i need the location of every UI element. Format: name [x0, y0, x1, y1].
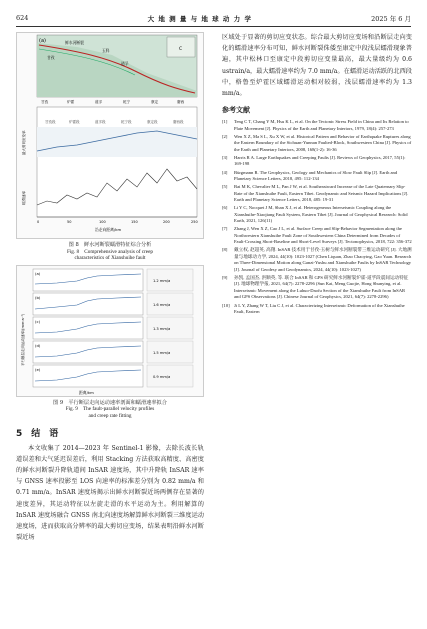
- reference-item: [222, 247, 412, 273]
- figure-8-graphic: [17, 33, 203, 238]
- fig9-x-label: 距离/km: [79, 389, 94, 395]
- map-label-2: 甘孜: [47, 55, 55, 60]
- reference-number: [3]: [222, 154, 228, 160]
- x-tick: 100: [99, 220, 106, 224]
- x-tick: 0: [37, 220, 40, 224]
- segment-label: 道孚段: [95, 120, 106, 124]
- segment-label: 康定段: [147, 120, 158, 124]
- journal-title: 大 地 测 量 与 地 球 动 力 学: [147, 14, 252, 23]
- fig9-panel-frame: [33, 341, 143, 363]
- reference-item: [222, 205, 412, 225]
- section-5-heading: 5 结 语: [16, 428, 59, 439]
- figure-9: [16, 265, 204, 397]
- fig9-panel: [33, 341, 193, 363]
- reference-text: Harris R A. Large Earthquakes and Creeping Faults [J]. Reviews of Geophysics, 2017, 55(1): 169-198: [234, 154, 406, 167]
- figure-8-caption-cn: 图 8 鲜水河断裂蠕滑特征综合分析: [68, 242, 152, 248]
- reference-list: [222, 119, 412, 315]
- reference-number: [2]: [222, 133, 228, 139]
- issue-date: 2025 年 6 月: [371, 14, 411, 23]
- reference-text: Bürgmann R. The Geophysics, Geology and Mechanics of Slow Fault Slip [J]. Earth and Planetary Science Letters, 2018, 495: 112-134: [234, 169, 398, 181]
- fig9-y-label: 平行断层走向运动速率/(mm·a⁻¹): [21, 313, 25, 366]
- segment-label: 磨西段: [173, 120, 184, 124]
- reference-item: [222, 184, 412, 204]
- reference-text: 戴立权, 赵超英, 高翔. InSAR 技术用于甘孜-玉树与鲜水河断裂带三维运动研究 [J]. 大地测量与地球动力学, 2024, 44(10): 1023-1027 (Chen Liquan, Zhao Chaoying, Gao Yuan. Research on Three-Dimensional Motion along Ganzi-Yushu and Xianshuihe Faults by InSAR Technology [J]. Journal of Geodesy and Geodynamics, 2024, 44(10): 1023-1027): [234, 247, 412, 272]
- figure-9-graphic: [17, 266, 203, 396]
- fig9-panel-frame: [33, 293, 143, 315]
- reference-text: Li Y C, Nocquet J M, Shan X J, et al. Heterogeneous Interseismic Coupling along the Xianshuihe-Xiaojiang Fault System, Eastern Tibet [J]. Journal of Geophysical Research: Solid Earth, 2021, 126(11): [234, 205, 408, 224]
- map-label-1: 玉科: [102, 48, 110, 53]
- x-axis-label: 沿走向距离/km: [95, 227, 122, 232]
- fig9-panel-label: (a): [35, 270, 41, 276]
- fig9-panel: [33, 317, 193, 339]
- place-label: 乾宁: [123, 100, 131, 104]
- figure-8: [16, 32, 204, 239]
- reference-number: [6]: [222, 205, 228, 211]
- page-number: 624: [16, 14, 29, 22]
- reference-item: [222, 275, 412, 301]
- header-rule: [16, 26, 411, 27]
- place-label: 道孚: [95, 100, 103, 104]
- figure-8-caption-en-1: Fig. 8 Comprehensive analysis of creep: [66, 248, 153, 255]
- place-label: 磨西: [177, 100, 185, 104]
- figure-9-caption: [16, 400, 204, 420]
- reference-text: Ji L Y, Zhang W T, Liu C J, et al. Characterizing Interseismic Deformation of the Xianshuihe Fault, Eastern: [234, 302, 405, 315]
- page-header: [16, 12, 411, 24]
- fig9-rate: 1.2 mm/a: [153, 278, 171, 283]
- fig9-panel-frame: [33, 365, 143, 387]
- fig9-panel: [33, 293, 193, 315]
- segment-label: 甘孜段: [45, 120, 56, 124]
- reference-text: Teng C T, Chang Y M, Hsu K L, et al. On the Tectonic Stress Field in China and Its Relation to Plate Movement [J]. Physics of the Earth and Planetary Interiors, 1979, 18(4): 257-273: [234, 119, 409, 131]
- reference-item: [222, 134, 412, 154]
- reference-text: Wen X Z, Ma S L, Xu X W, et al. Historical Pattern and Behavior of Earthquake Ruptures along the Eastern Boundary of the Sichuan-Yunnan Faulted-Block, Southwestern China [J]. Physics of the Earth and Planetary Interiors, 2008, 168(1-2): 16-36: [234, 133, 412, 152]
- strain-band: [37, 127, 197, 157]
- reference-number: [4]: [222, 169, 228, 175]
- fig9-rate: 1.3 mm/a: [153, 326, 171, 331]
- right-column: [222, 32, 412, 317]
- x-ticks: [37, 220, 198, 224]
- fig9-panel: [33, 365, 193, 387]
- references-heading: 参考文献: [222, 106, 250, 115]
- map-label-3: 道孚: [121, 61, 129, 66]
- conclusion-continued: 区域处于显著的剪切应变状态。综合最大剪切应变场和沿断层走向变化的蠕滑速率分布可知，鲜水河断裂侏倭至康定中段浅层蠕滑现象普遍，其中松林口至康定中段剪切应变量最高，最大量级约为 0.6 ustrain/a，最大蠕滑速率约为 7.0 mm/a。在蠕滑运动活跃的北西段中，格鲁至炉霍区域蠕滑运动相对较弱，浅层蠕滑速率约为 1.3 mm/a。: [222, 34, 412, 98]
- segment-label: 炉霍段: [69, 120, 80, 124]
- reference-text: Bai M K, Chevalier M L, Pan J W, et al. Southeastward Increase of the Late Quaternary Slip-Rate of the Xianshuihe Fault, Eastern Tibet. Geodynamic and Seismic Hazard Implications [J]. Earth and Planetary Science Letters, 2018, 485: 19-31: [234, 184, 409, 203]
- fig9-panel: [33, 269, 193, 291]
- reference-item: [222, 303, 412, 316]
- fig9-panel-label: (c): [35, 318, 41, 324]
- fig9-panel-label: (b): [35, 294, 41, 300]
- reference-number: [7]: [222, 226, 228, 232]
- figure-8-caption: [16, 242, 204, 262]
- reference-number: [8]: [222, 247, 228, 253]
- reference-item: [222, 170, 412, 183]
- section-5-paragraph: 本文收集了 2014—2023 年 Sentinel-1 影像，去除长波长轨道误差和大气延迟误差后，利用 Stacking 方法获取高精度、高密度的鲜水河断裂升降轨道间 InSAR 速度场，其中升降轨 InSAR 速率与 GNSS 速率投影至 LOS 向速率的标准差分别为 0.82 mm/a 和 0.71 mm/a。InSAR 速度场揭示出鲜水河断裂近场两侧存在显著的速度差异，其运动特征以左旋走滑的水平运动为主。利用解算的 InSAR 速度场融合 GNSS 南北向速度场解算鲜水河断裂三维度运动速度场，进而获取高分辨率的最大剪切应变场，结果表明沿鲜水河断裂近场: [16, 444, 204, 542]
- fig9-panels: [33, 269, 193, 387]
- reference-item: [222, 226, 412, 246]
- x-tick: 150: [131, 220, 138, 224]
- reference-item: [222, 155, 412, 168]
- left-column: [16, 32, 204, 543]
- fig9-rate: 1.5 mm/a: [153, 350, 171, 355]
- segment-label: 乾宁段: [121, 120, 132, 124]
- fig9-panel-label: (e): [35, 366, 41, 372]
- y-axis-label-strain: 最大剪切应变率: [22, 130, 26, 155]
- reference-item: [222, 119, 412, 132]
- place-label-row: [41, 99, 185, 104]
- reference-number: [5]: [222, 184, 228, 190]
- x-tick: 50: [67, 220, 72, 224]
- reference-text: Zhang J, Wen X Z, Cao J L, et al. Surface Creep and Slip-Behavior Segmentation along the Northwestern Xianshuihe Fault Zone of Southwestern China Determined from Decades of Fault-Crossing Short-Baseline and Short-Level Surveys [J]. Tectonophysics, 2018, 722: 356-372: [234, 226, 412, 245]
- figure-9-caption-cn: 图 9 平行断层走向运动速率剖面和蠕滑速率拟合: [53, 399, 167, 406]
- panel-a-label: (a): [39, 38, 46, 44]
- fig9-panel-frame: [33, 269, 143, 291]
- x-tick: 200: [163, 220, 170, 224]
- reference-number: [9]: [222, 274, 228, 280]
- fig9-panel-frame: [33, 317, 143, 339]
- fig9-rate: 0.9 mm/a: [153, 374, 171, 379]
- figure-8-caption-en-2: characteristics of Xianshuihe fault: [74, 255, 146, 262]
- map-inset-label: C: [179, 47, 183, 52]
- place-label: 炉霍: [67, 100, 75, 104]
- reference-number: [10]: [222, 302, 230, 308]
- figure-9-caption-en-2: and creep rate fitting: [88, 412, 132, 419]
- x-tick: 250: [191, 220, 198, 224]
- figure-9-caption-en-1: Fig. 9 The fault-parallel velocity profiles: [65, 406, 155, 413]
- place-label: 康定: [151, 100, 159, 104]
- map-label-0: 鲜水河断裂: [65, 40, 84, 45]
- reference-number: [1]: [222, 119, 228, 125]
- fig9-panel-label: (d): [35, 342, 41, 348]
- reference-text: 孙凯, 孟国杰, 洪顺英, 等. 联合 InSAR 和 GPS 研究鲜水河断裂炉霍-道孚段震间运动特征 [J]. 地球物理学报, 2021, 64(7): 2278-2296 (Sun Kai, Meng Guojie, Hong Shunying, et al. Interseismic Movement along the Luhuo-Daofu Section of the Xianshuihe Fault from InSAR and GPS Observations [J]. Chinese Journal of Geophysics, 2021, 64(7): 2278-2296): [234, 274, 409, 300]
- place-label: 甘孜: [41, 100, 49, 104]
- fig9-rate: 1.6 mm/a: [153, 302, 171, 307]
- y-axis-label-creep: 蠕滑速率: [22, 191, 26, 205]
